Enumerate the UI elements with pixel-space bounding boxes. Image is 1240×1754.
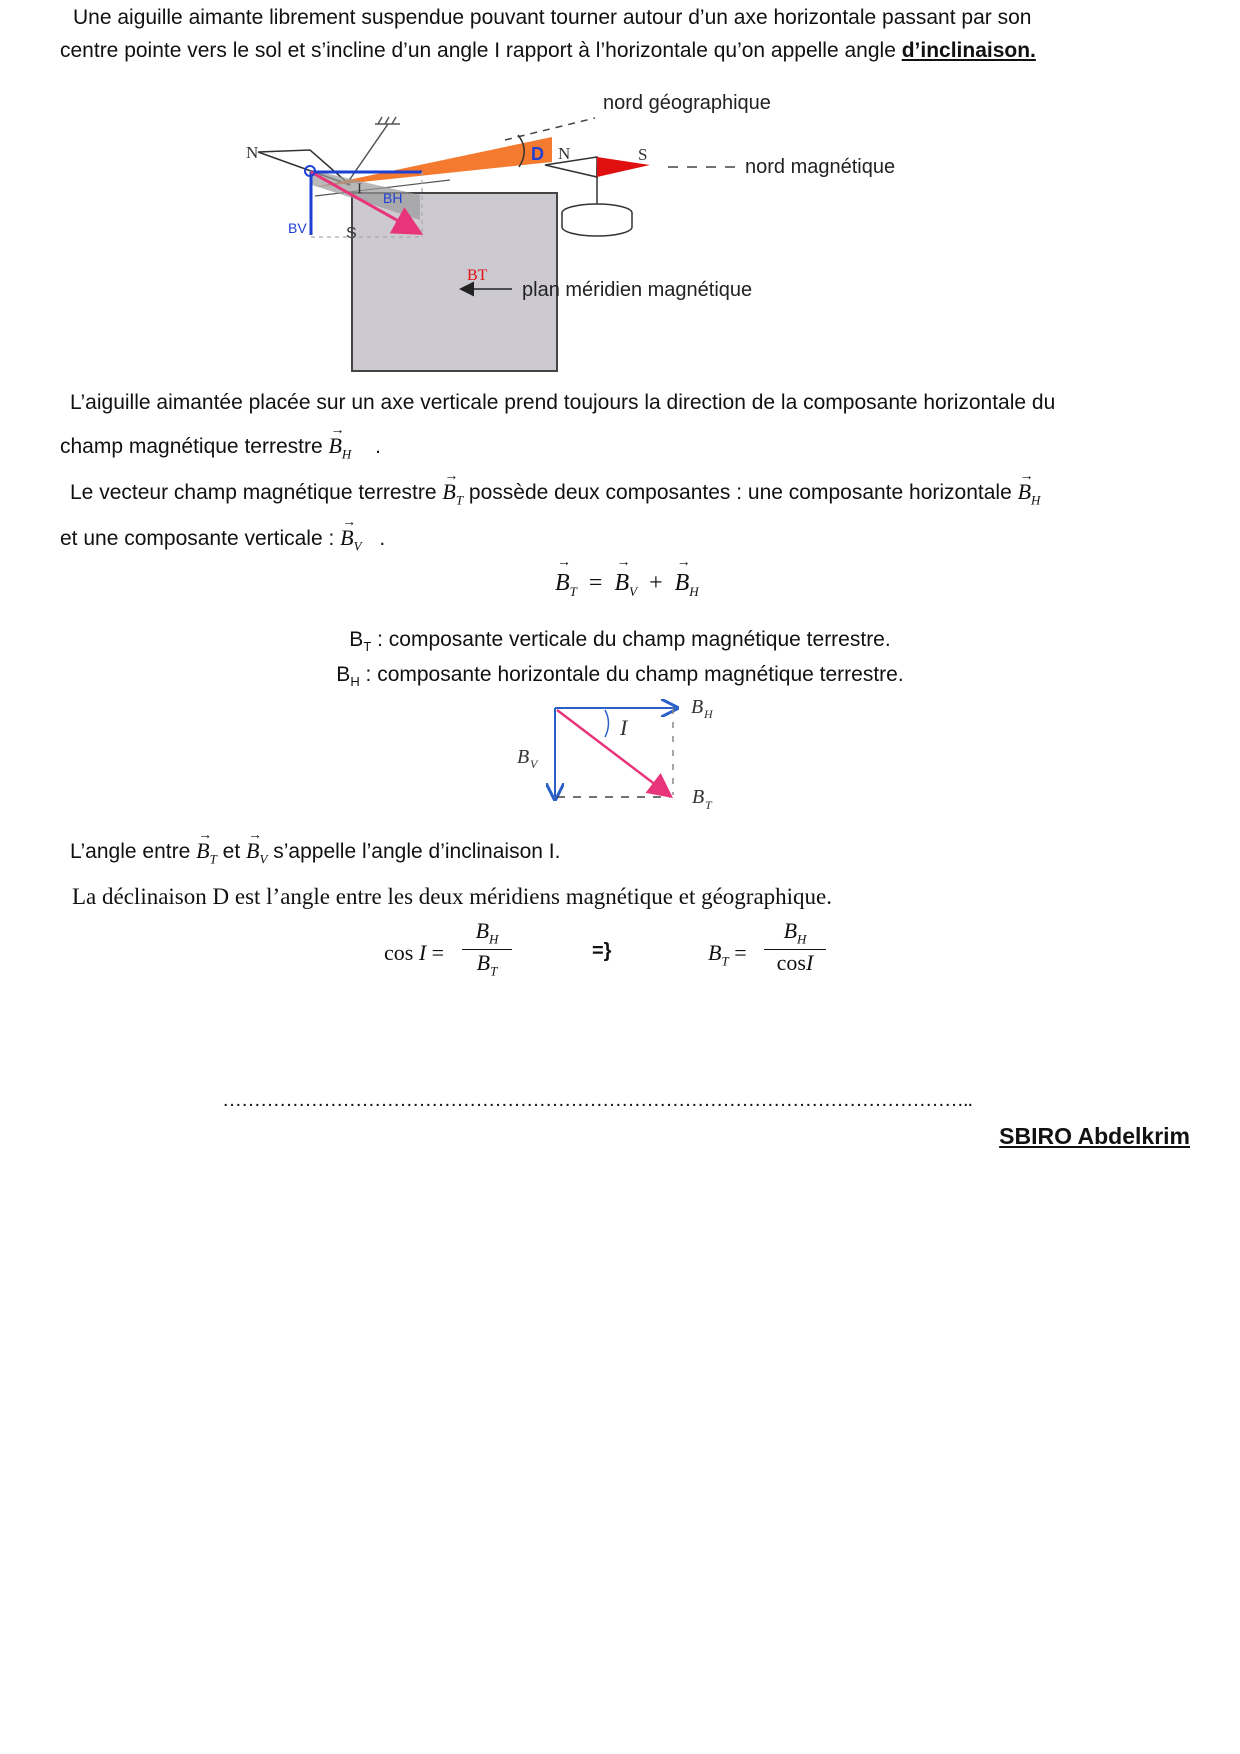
symbol-B: → B	[196, 833, 209, 869]
frac2-num-B: B	[783, 918, 798, 943]
definition-bh	[0, 657, 1240, 700]
fraction-2	[764, 918, 826, 976]
fig2-bt-vector	[557, 710, 669, 795]
symbol-sub-H: H	[1031, 492, 1041, 508]
para2-line-2-end: .	[379, 527, 386, 550]
frac2-num-H: H	[797, 931, 807, 947]
para1-line-2-end: .	[375, 435, 381, 458]
figure-inclination-diagram	[240, 90, 1030, 380]
fig2-label-BV-sub: V	[530, 757, 538, 771]
symbol-B: → B	[328, 428, 341, 464]
para2-line-2a: et une composante verticale :	[60, 527, 341, 550]
para1-line-2	[60, 428, 381, 472]
frac1-den-T: T	[490, 963, 498, 979]
formula-equals-1: =	[431, 940, 445, 965]
fig2-label-BH-sub: H	[704, 707, 713, 721]
fig2-label-BT: B	[692, 786, 705, 808]
para3-a: L’angle entre	[70, 840, 197, 863]
compass-icon	[545, 157, 650, 236]
para2-line-1b: possède deux composantes : une composante horizontale	[468, 481, 1018, 504]
label-needle-N: N	[246, 143, 259, 162]
formula-block	[384, 918, 844, 998]
inclinaison-term: d’inclinaison.	[901, 39, 1036, 62]
formula-bt-left	[708, 940, 747, 969]
fig2-label-BH: B	[691, 696, 704, 718]
intro-line-1: Une aiguille aimante librement suspendue pouvant tourner autour d’un axe horizontale passant par son	[73, 6, 1032, 29]
formula-implies: =}	[592, 940, 612, 962]
frac1-den-B: B	[476, 950, 491, 976]
formula-bt-T: T	[721, 953, 729, 969]
label-nord-magnetique: nord magnétique	[745, 156, 896, 178]
def-bh-symbol: B	[336, 663, 351, 686]
symbol-sub-T: T	[569, 583, 577, 599]
frac1-num-H: H	[489, 931, 499, 947]
label-compass-S: S	[638, 145, 648, 164]
formula-I-symbol: I	[418, 940, 427, 965]
fig2-angle-arc	[605, 710, 609, 737]
symbol-sub-V: V	[353, 538, 362, 554]
frac1-num-B: B	[475, 918, 490, 943]
symbol-B: → B	[442, 474, 455, 510]
symbol-sub-H: H	[689, 583, 699, 599]
frac2-den-cos: cos	[776, 950, 806, 976]
def-bt-sub: T	[363, 639, 372, 655]
def-bt-text: : composante verticale du champ magnétique terrestre.	[371, 628, 891, 651]
symbol-B: → B	[614, 570, 629, 597]
para3-line	[70, 833, 560, 877]
fig2-label-BT-sub: T	[705, 798, 712, 812]
symbol-sub-T: T	[209, 851, 217, 867]
label-BH: BH	[383, 190, 403, 206]
symbol-B: → B	[675, 570, 690, 597]
symbol-B: → B	[555, 570, 570, 597]
label-nord-geographique: nord géographique	[603, 92, 771, 114]
label-needle-S: S	[346, 225, 357, 242]
para2-line-2	[60, 520, 385, 564]
equation-bt-sum	[555, 570, 699, 600]
symbol-B: → B	[340, 520, 353, 556]
symbol-B: → B	[1018, 474, 1031, 510]
author-name: SBIRO Abdelkrim	[999, 1123, 1190, 1149]
para3-c: s’appelle l’angle d’inclinaison I.	[273, 840, 561, 863]
figure-vector-triangle	[505, 695, 730, 820]
def-bh-sub: H	[350, 674, 360, 690]
formula-cos-left	[384, 940, 444, 966]
formula-cos-text: cos	[384, 940, 414, 965]
formula-equals-2: =	[734, 940, 747, 965]
def-bt-symbol: B	[349, 628, 364, 651]
label-angle-D: D	[531, 144, 544, 164]
symbol-sub-V: V	[259, 851, 268, 867]
def-bh-text: : composante horizontale du champ magnétique terrestre.	[359, 663, 904, 686]
label-BT: BT	[467, 267, 488, 284]
fraction-1	[462, 918, 512, 980]
para1-line-1: L’aiguille aimantée placée sur un axe verticale prend toujours la direction de la composante horizontale du	[70, 391, 1056, 414]
equation-plus: +	[649, 570, 663, 596]
symbol-B: → B	[246, 833, 259, 869]
fig2-label-BV: B	[517, 746, 530, 768]
symbol-sub-H: H	[341, 446, 352, 462]
footer-dots: ………………………………………………………………………………………………………..	[222, 1089, 973, 1111]
intro-line-2	[60, 33, 1036, 69]
para2-line-1	[70, 474, 1040, 518]
symbol-sub-V: V	[629, 583, 638, 599]
intro-line-2-text: centre pointe vers le sol et s’incline d’un angle I rapport à l’horizontale qu’on appelle angle	[60, 39, 902, 62]
formula-bt-B: B	[708, 940, 722, 965]
symbol-sub-T: T	[455, 492, 464, 508]
para2-line-1a: Le vecteur champ magnétique terrestre	[70, 481, 443, 504]
fig2-label-I: I	[620, 715, 628, 740]
label-BV: BV	[288, 220, 307, 236]
label-plan-meridien: plan méridien magnétique	[522, 279, 753, 301]
para1-line-2-text: champ magnétique terrestre	[60, 435, 329, 458]
equation-equals: =	[588, 570, 603, 596]
para4-line: La déclinaison D est l’angle entre les deux méridiens magnétique et géographique.	[72, 884, 833, 909]
label-angle-I: I	[357, 181, 362, 197]
label-compass-N: N	[558, 144, 571, 163]
frac2-den-I: I	[806, 950, 814, 976]
para3-b: et	[222, 840, 246, 863]
